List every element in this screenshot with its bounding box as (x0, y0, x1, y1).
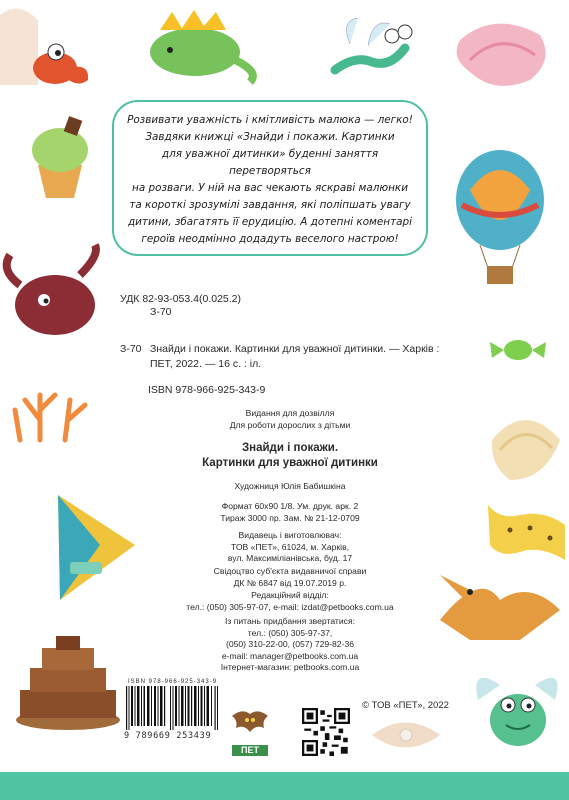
layer-cake-illustration (16, 636, 120, 730)
coral-illustration (15, 395, 85, 440)
biblio-text: Знайди і покажи. Картинки для уважної дитинки. — Харків : ПЕТ, 2022. — 16 с. : іл. (150, 343, 440, 370)
title-line-2: Картинки для уважної дитинки (202, 457, 378, 469)
blurb-line: Завдяки книжці «Знайди і покажи. Картинки (145, 131, 395, 143)
hot-air-balloon-illustration (456, 150, 544, 284)
description-blurb (112, 100, 428, 256)
blurb-line: для уважної дитинки» буденні заняття перетворяться (161, 148, 379, 177)
cream-shell-illustration (492, 420, 560, 480)
octopus-illustration (7, 245, 96, 335)
barcode (124, 686, 220, 730)
print-specs (140, 501, 440, 524)
book-title (140, 441, 440, 471)
cert-line-2: ДК № 6847 від 19.07.2019 р. (233, 577, 347, 588)
green-insect-illustration (335, 18, 412, 70)
blurb-line: Розвивати уважність і кмітливість малюка — легко! (127, 114, 413, 126)
publisher-info (140, 530, 440, 565)
purchase-tel-1: тел.: (050) 305-97-37, (247, 627, 333, 638)
format-line: Формат 60x90 1/8. Ум. друк. арк. 2 (221, 501, 359, 511)
print-run-line: Тираж 3000 пр. Зам. № 21-12-0709 (220, 512, 360, 523)
blurb-line: героїв неодмінно додадуть веселого настрою! (141, 233, 399, 245)
editorial-label: Редакційний відділ: (251, 590, 329, 600)
green-monster-illustration (476, 678, 557, 746)
copyright: © ТОВ «ПЕТ», 2022 (362, 700, 449, 711)
title-line-1: Знайди і покажи. (241, 442, 339, 454)
publisher-label: Видавець і виготовлювач: (238, 530, 342, 540)
purchase-tel-2: (050) 310-22-00, (057) 729-82-36 (225, 639, 355, 650)
qr-code (302, 708, 350, 756)
hermit-crab-illustration (0, 9, 88, 85)
cupcake-illustration (32, 116, 88, 198)
hang-glider-illustration (58, 495, 135, 600)
bibliographic-record (120, 342, 440, 372)
pterodactyl-illustration (440, 575, 560, 640)
candy-illustration (490, 340, 546, 360)
biblio-code: З-70 (120, 343, 142, 355)
blurb-line: та короткі зрозумілі завдання, які поліпшать увагу (129, 199, 411, 211)
leisure-line: Видання для дозвілля (245, 408, 335, 418)
footer-band (0, 772, 569, 800)
publisher-logo-text: ПЕТ (232, 745, 268, 756)
publisher-address: вул. Максиміліанівська, буд. 17 (227, 553, 353, 564)
purchase-label: Із питань придбання звертатися: (225, 616, 355, 626)
editorial-info (140, 590, 440, 613)
udk-code: УДК 82-93-053.4(0.025.2) (120, 293, 241, 305)
purchase-info (140, 616, 440, 674)
editorial-contacts: тел.: (050) 305-97-07, e-mail: izdat@petbooks.com.ua (186, 601, 394, 612)
publisher-logo (228, 708, 272, 755)
edition-type (140, 408, 440, 431)
isbn: ISBN 978-966-925-343-9 (148, 384, 266, 396)
cert-line-1: Свідоцтво суб'єкта видавничої справи (213, 566, 367, 576)
illustrator-credit: Художниця Юлія Бабишкіна (234, 481, 346, 491)
leopard-snake-illustration (488, 505, 565, 560)
certificate-info (140, 566, 440, 589)
publisher-name: ТОВ «ПЕТ», 61024, м. Харків, (230, 541, 350, 552)
green-dinosaur-illustration (150, 10, 253, 82)
oyster-pearl-illustration (372, 723, 440, 748)
blurb-line: дитини, збагатять її ерудицію. А дотепні коментарі (127, 216, 412, 228)
adults-line: Для роботи дорослих з дітьми (229, 419, 351, 430)
barcode-isbn-label: ISBN 978-966-925-343-9 (128, 679, 218, 685)
udk-author-code: З-70 (150, 306, 172, 318)
barcode-digits: 9 789669 253439 (124, 731, 212, 741)
pink-seashell-illustration (457, 24, 546, 86)
purchase-email: e-mail: manager@petbooks.com.ua (221, 650, 359, 661)
bat-logo-icon (228, 708, 272, 740)
blurb-line: на розваги. У ній на вас чекають яскраві малюнки (132, 182, 408, 194)
purchase-shop: Інтернет-магазин: petbooks.com.ua (220, 662, 360, 673)
